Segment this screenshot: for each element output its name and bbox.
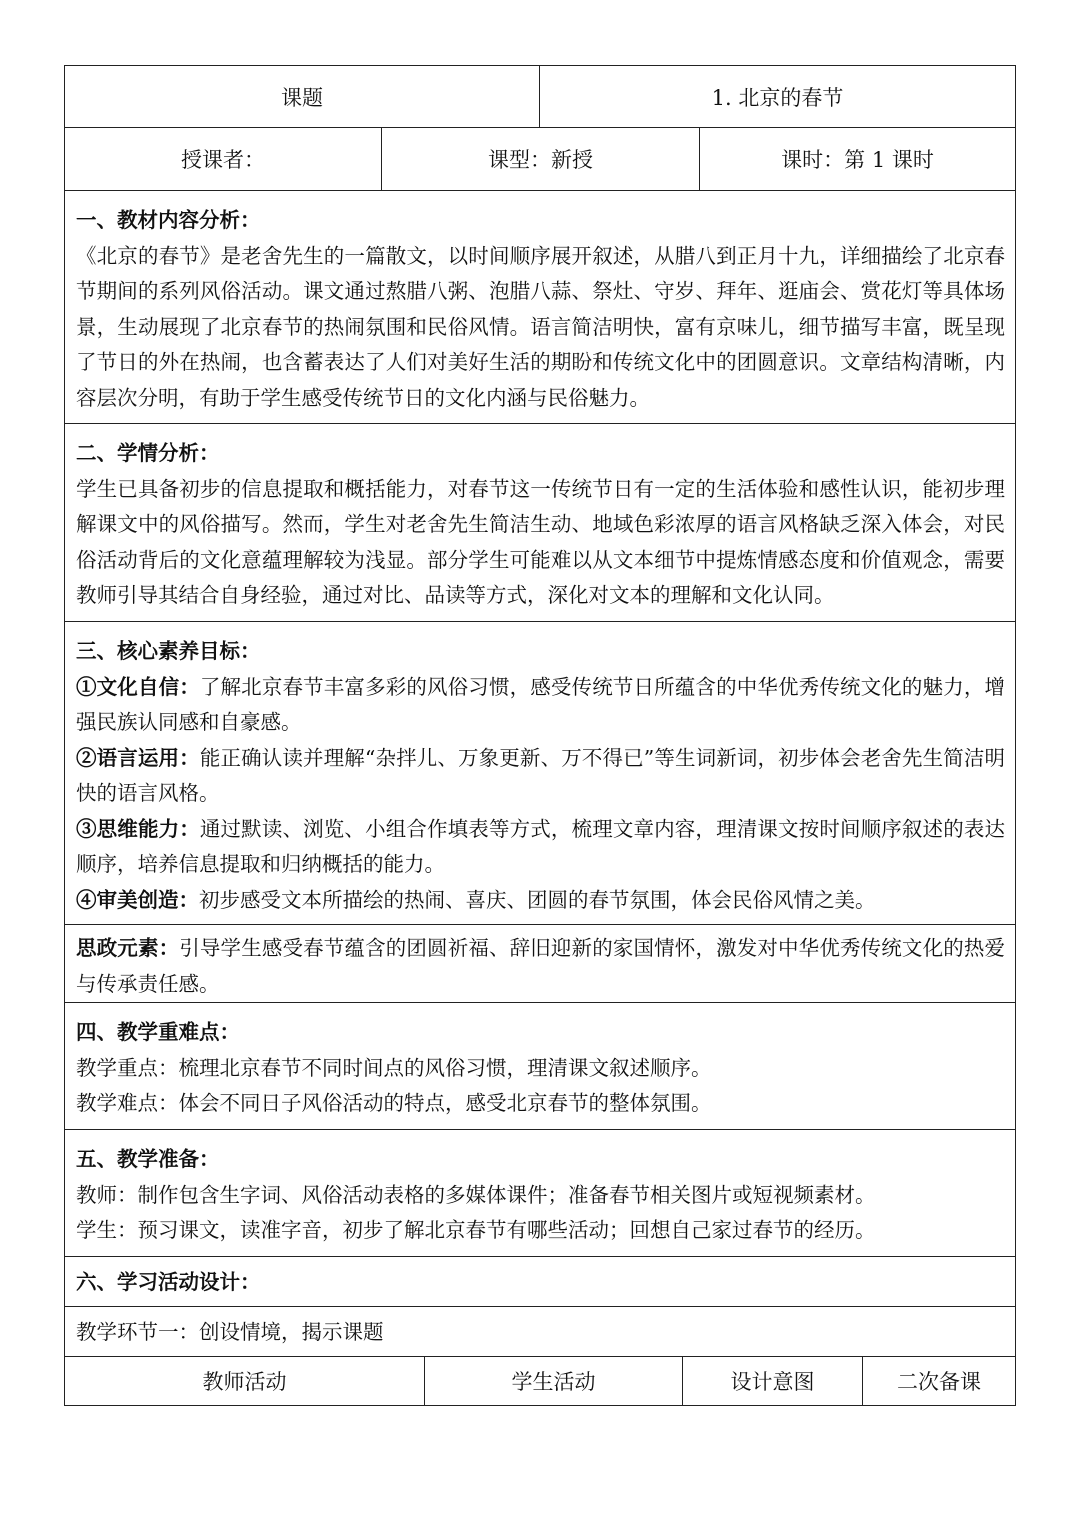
material-body: 《北京的春节》是老舍先生的一篇散文，以时间顺序展开叙述，从腊八到正月十九，详细描绘了北京春节期间的系列风俗活动。课文通过熬腊八粥、泡腊八蒜、祭灶、守岁、拜年、逛庙会、赏花灯等具体场景，生动展现了北京春节的热闹氛围和民俗风情。语言简洁明快，富有京味儿，细节描写丰富，既呈现了节日的外在热闹，也含蓄表达了人们对美好生活的期盼和传统文化中的团圆意识。文章结构清晰，内容层次分明，有助于学生感受传统节日的文化内涵与民俗魅力。	[76, 243, 1005, 410]
key-points-heading: 四、教学重难点：	[76, 1020, 240, 1044]
column-design-intent: 设计意图	[683, 1357, 863, 1405]
goal-text: 初步感受文本所描绘的热闹、喜庆、团圆的春节氛围，体会民俗风情之美。	[199, 887, 876, 912]
goals-heading: 三、核心素养目标：	[76, 639, 261, 663]
preparation-heading: 五、教学准备：	[76, 1147, 220, 1171]
key-points-section	[65, 1003, 1015, 1130]
activities-heading-row	[65, 1257, 1015, 1307]
column-second-prep: 二次备课	[897, 1370, 981, 1394]
goal-item	[76, 741, 1005, 812]
ideology-text: 思政元素：引导学生感受春节蕴含的团圆祈福、辞旧迎新的家国情怀，激发对中华优秀传统文化的热爱与传承责任感。	[76, 936, 1006, 996]
ideology-section	[65, 925, 1015, 1003]
goal-label: ①文化自信：	[76, 674, 200, 699]
column-student-activity: 学生活动	[425, 1357, 683, 1405]
goal-label: ④审美创造：	[76, 887, 199, 912]
goal-text: 通过默读、浏览、小组合作填表等方式，梳理文章内容，理清课文按时间顺序叙述的表达顺序，培养信息提取和归纳概括的能力。	[76, 816, 1006, 876]
teacher-preparation: 教师：制作包含生字词、风俗活动表格的多媒体课件；准备春节相关图片或短视频素材。	[76, 1182, 876, 1207]
preparation-section	[65, 1130, 1015, 1257]
topic-value: 1. 北京的春节	[711, 85, 844, 110]
students-heading: 二、学情分析：	[76, 441, 220, 465]
topic-label: 课题	[65, 66, 540, 127]
goal-item	[76, 812, 1005, 883]
ideology-label: 思政元素：	[76, 936, 180, 960]
goal-text: 了解北京春节丰富多彩的风俗习惯，感受传统节日所蕴含的中华优秀传统文化的魅力，增强民族认同感和自豪感。	[76, 674, 1006, 734]
goal-item	[76, 883, 1005, 919]
goal-item	[76, 670, 1005, 741]
goal-label: ②语言运用：	[76, 745, 200, 770]
teaching-focus: 教学重点：梳理北京春节不同时间点的风俗习惯，理清课文叙述顺序。	[76, 1055, 712, 1080]
column-teacher-activity: 教师活动	[65, 1357, 425, 1405]
lesson-type: 课型：新授	[382, 128, 700, 190]
teaching-difficulty: 教学难点：体会不同日子风俗活动的特点，感受北京春节的整体氛围。	[76, 1091, 712, 1115]
material-analysis-section	[65, 191, 1015, 424]
activities-heading: 六、学习活动设计：	[76, 1270, 261, 1294]
core-goals-section	[65, 622, 1015, 925]
lesson-period: 课时：第 1 课时	[781, 148, 934, 172]
topic-row	[65, 66, 1015, 128]
lesson-plan-table	[64, 65, 1016, 1406]
student-analysis-section	[65, 424, 1015, 622]
goal-label: ③思维能力：	[76, 816, 200, 841]
student-preparation: 学生：预习课文，读准字音，初步了解北京春节有哪些活动；回想自己家过春节的经历。	[76, 1218, 876, 1242]
teacher-label: 授课者：	[65, 128, 382, 190]
step-row	[65, 1307, 1015, 1357]
teaching-step-1: 教学环节一：创设情境，揭示课题	[76, 1320, 384, 1344]
material-heading: 一、教材内容分析：	[76, 208, 261, 232]
students-body: 学生已具备初步的信息提取和概括能力，对春节这一传统节日有一定的生活体验和感性认识，能初步理解课文中的风俗描写。然而，学生对老舍先生简洁生动、地域色彩浓厚的语言风格缺乏深入体会，对民俗活动背后的文化意蕴理解较为浅显。部分学生可能难以从文本细节中提炼情感态度和价值观念，需要教师引导其结合自身经验，通过对比、品读等方式，深化对文本的理解和文化认同。	[76, 476, 1005, 607]
info-row	[65, 128, 1015, 191]
goal-text: 能正确认读并理解“杂拌儿、万象更新、万不得已”等生词新词，初步体会老舍先生简洁明快的语言风格。	[76, 745, 1005, 805]
activity-columns-row	[65, 1357, 1015, 1405]
